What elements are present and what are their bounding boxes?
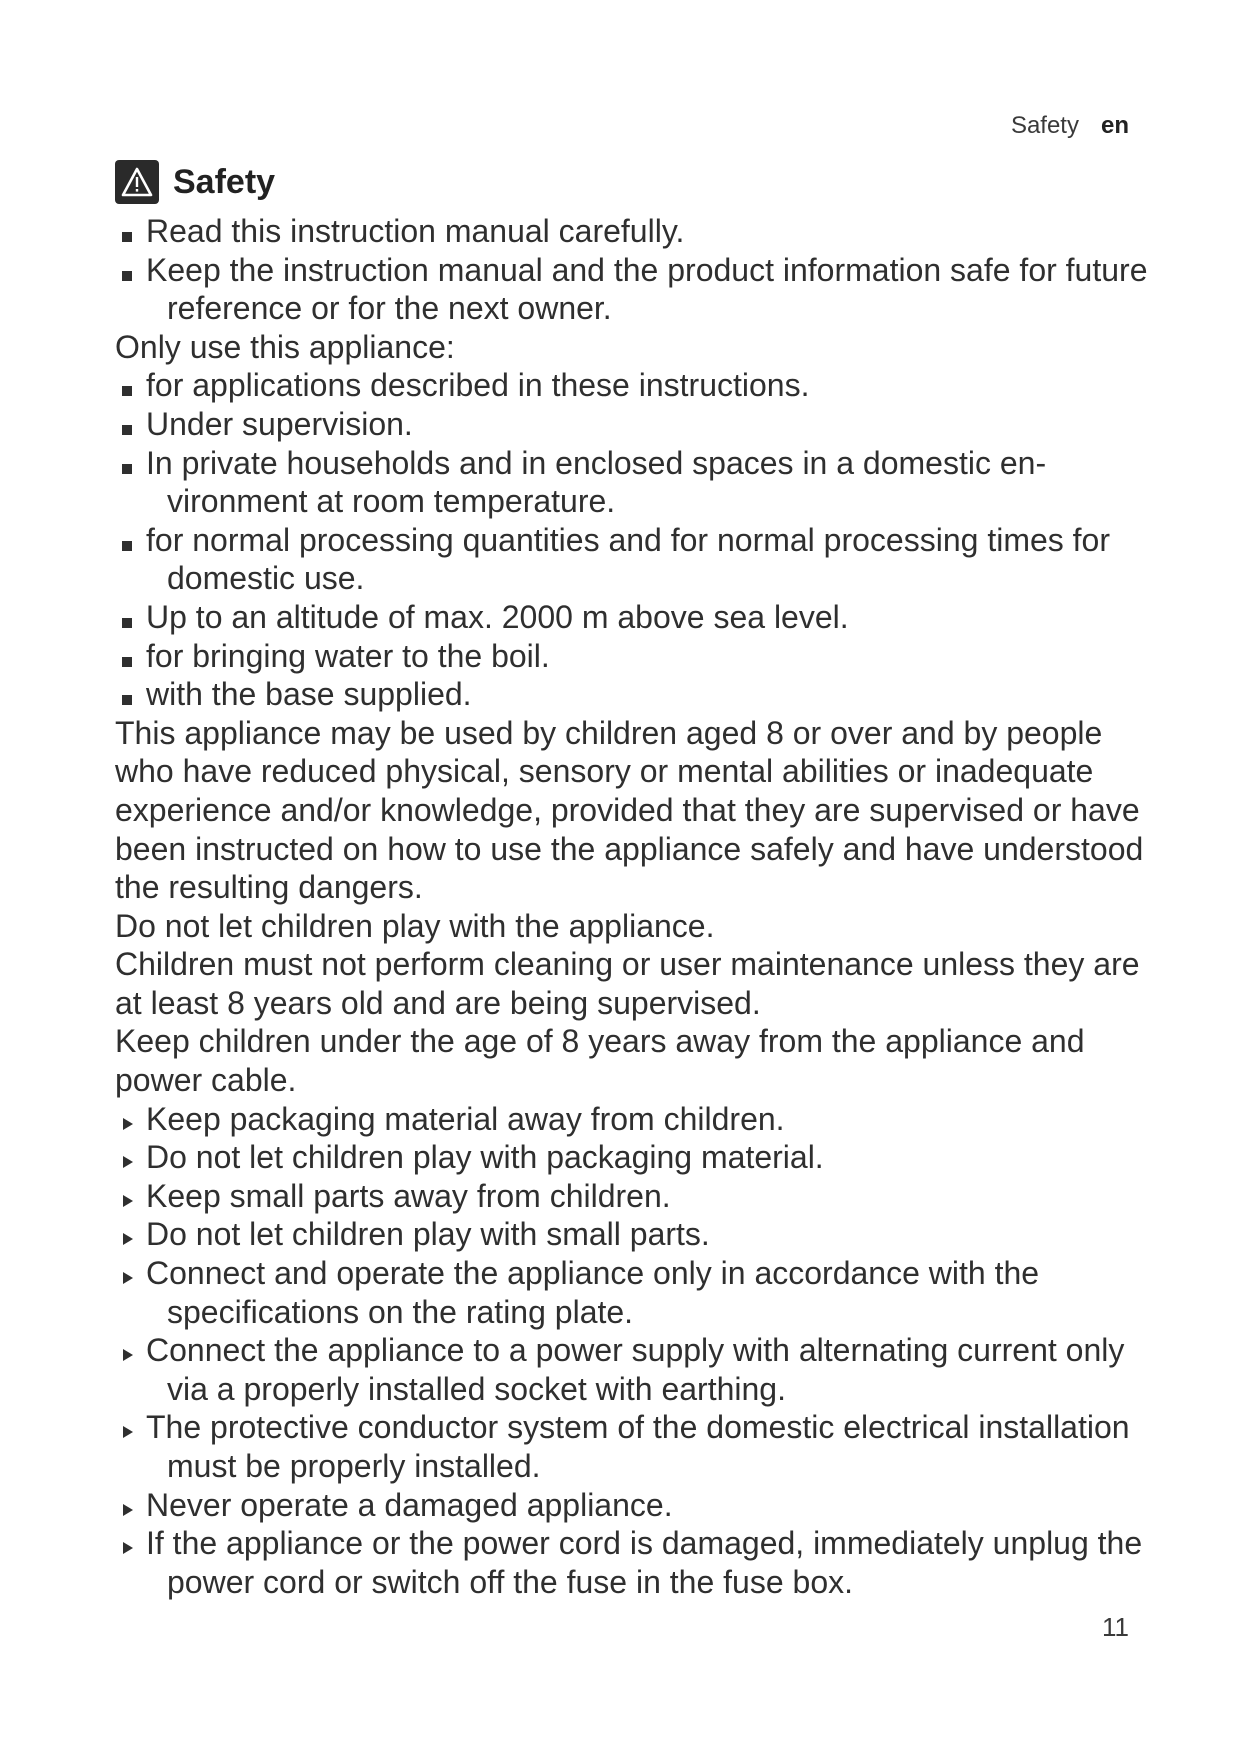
arrow-instruction-item	[115, 1215, 1165, 1254]
safety-content	[115, 212, 1165, 1601]
item-text: Up to an altitude of max. 2000 m above sea level.	[146, 598, 849, 635]
square-bullet-item	[115, 405, 1165, 444]
arrow-instruction-item	[115, 1331, 1165, 1408]
triangle-arrow-icon	[123, 1272, 133, 1284]
paragraph: This appliance may be used by children aged 8 or over and by people who have reduced physical, sensory or mental abilities or inadequate experience and/or knowledge, provided that they are supervised or have been instructed on how to use the appliance safely and have understood the resulting dangers.	[115, 714, 1144, 906]
paragraph: Do not let children play with the appliance.	[115, 907, 715, 944]
item-text: In private households and in enclosed spaces in a domestic environment at room temperature.	[146, 444, 1047, 520]
triangle-arrow-icon	[123, 1195, 133, 1207]
square-bullet-icon	[122, 695, 132, 705]
square-bullet-icon	[122, 271, 132, 281]
item-text: Keep packaging material away from children.	[146, 1100, 785, 1137]
header-language: en	[1100, 112, 1129, 139]
item-text: for bringing water to the boil.	[146, 637, 550, 674]
square-bullet-icon	[122, 657, 132, 667]
arrow-instruction-item	[115, 1100, 1165, 1139]
triangle-arrow-icon	[123, 1349, 133, 1361]
triangle-arrow-icon	[123, 1118, 133, 1130]
item-text: The protective conductor system of the domestic electrical installation must be properly installed.	[146, 1409, 1130, 1484]
item-text: for applications described in these instructions.	[146, 367, 810, 404]
square-bullet-item	[115, 675, 1165, 714]
arrow-instruction-item	[115, 1486, 1165, 1525]
item-text: for normal processing quantities and for normal processing times for domestic use.	[146, 521, 1110, 597]
section-heading	[115, 160, 275, 204]
item-text: If the appliance or the power cord is damaged, immediately unplug the power cord or switch off the fuse in the fuse box.	[146, 1525, 1143, 1600]
square-bullet-icon	[122, 618, 132, 628]
paragraph: Children must not perform cleaning or user maintenance unless they are at least 8 years old and are being supervised.	[115, 946, 1140, 1021]
square-bullet-item	[115, 598, 1165, 637]
page-title: Safety	[173, 162, 276, 201]
page-number: 11	[1102, 1612, 1129, 1642]
square-bullet-item	[115, 212, 1165, 251]
item-text: Read this instruction manual carefully.	[146, 213, 685, 249]
triangle-arrow-icon	[123, 1426, 133, 1438]
arrow-instruction-item	[115, 1254, 1165, 1331]
warning-triangle-icon	[115, 160, 159, 204]
square-bullet-item	[115, 366, 1165, 405]
triangle-arrow-icon	[123, 1233, 133, 1245]
triangle-arrow-icon	[123, 1542, 133, 1554]
item-text: Under supervision.	[146, 405, 413, 442]
running-header	[1011, 112, 1129, 140]
square-bullet-item	[115, 521, 1165, 598]
square-bullet-icon	[122, 425, 132, 435]
header-section: Safety	[1010, 112, 1079, 139]
square-bullet-icon	[122, 464, 132, 474]
arrow-instruction-item	[115, 1177, 1165, 1216]
item-text: Connect and operate the appliance only in accordance with the specifications on the rating plate.	[146, 1255, 1040, 1330]
item-text: Do not let children play with small parts.	[146, 1216, 710, 1253]
item-text: Keep the instruction manual and the product information safe for future reference or for the next owner.	[146, 251, 1148, 327]
item-text: Never operate a damaged appliance.	[146, 1486, 673, 1523]
square-bullet-icon	[122, 386, 132, 396]
item-text: Keep small parts away from children.	[146, 1177, 671, 1214]
paragraph: Keep children under the age of 8 years away from the appliance and power cable.	[115, 1023, 1085, 1099]
square-bullet-item	[115, 637, 1165, 676]
item-text: Do not let children play with packaging material.	[146, 1139, 824, 1176]
triangle-arrow-icon	[123, 1504, 133, 1516]
square-bullet-item	[115, 251, 1165, 328]
arrow-instruction-item	[115, 1138, 1165, 1177]
square-bullet-icon	[122, 232, 132, 242]
paragraph: Only use this appliance:	[115, 328, 455, 365]
arrow-instruction-item	[115, 1524, 1165, 1601]
square-bullet-item	[115, 444, 1165, 521]
item-text: with the base supplied.	[146, 676, 472, 713]
arrow-instruction-item	[115, 1408, 1165, 1485]
triangle-arrow-icon	[123, 1156, 133, 1168]
item-text: Connect the appliance to a power supply with alternating current only via a properly installed socket with earthing.	[146, 1332, 1125, 1407]
square-bullet-icon	[122, 541, 132, 551]
